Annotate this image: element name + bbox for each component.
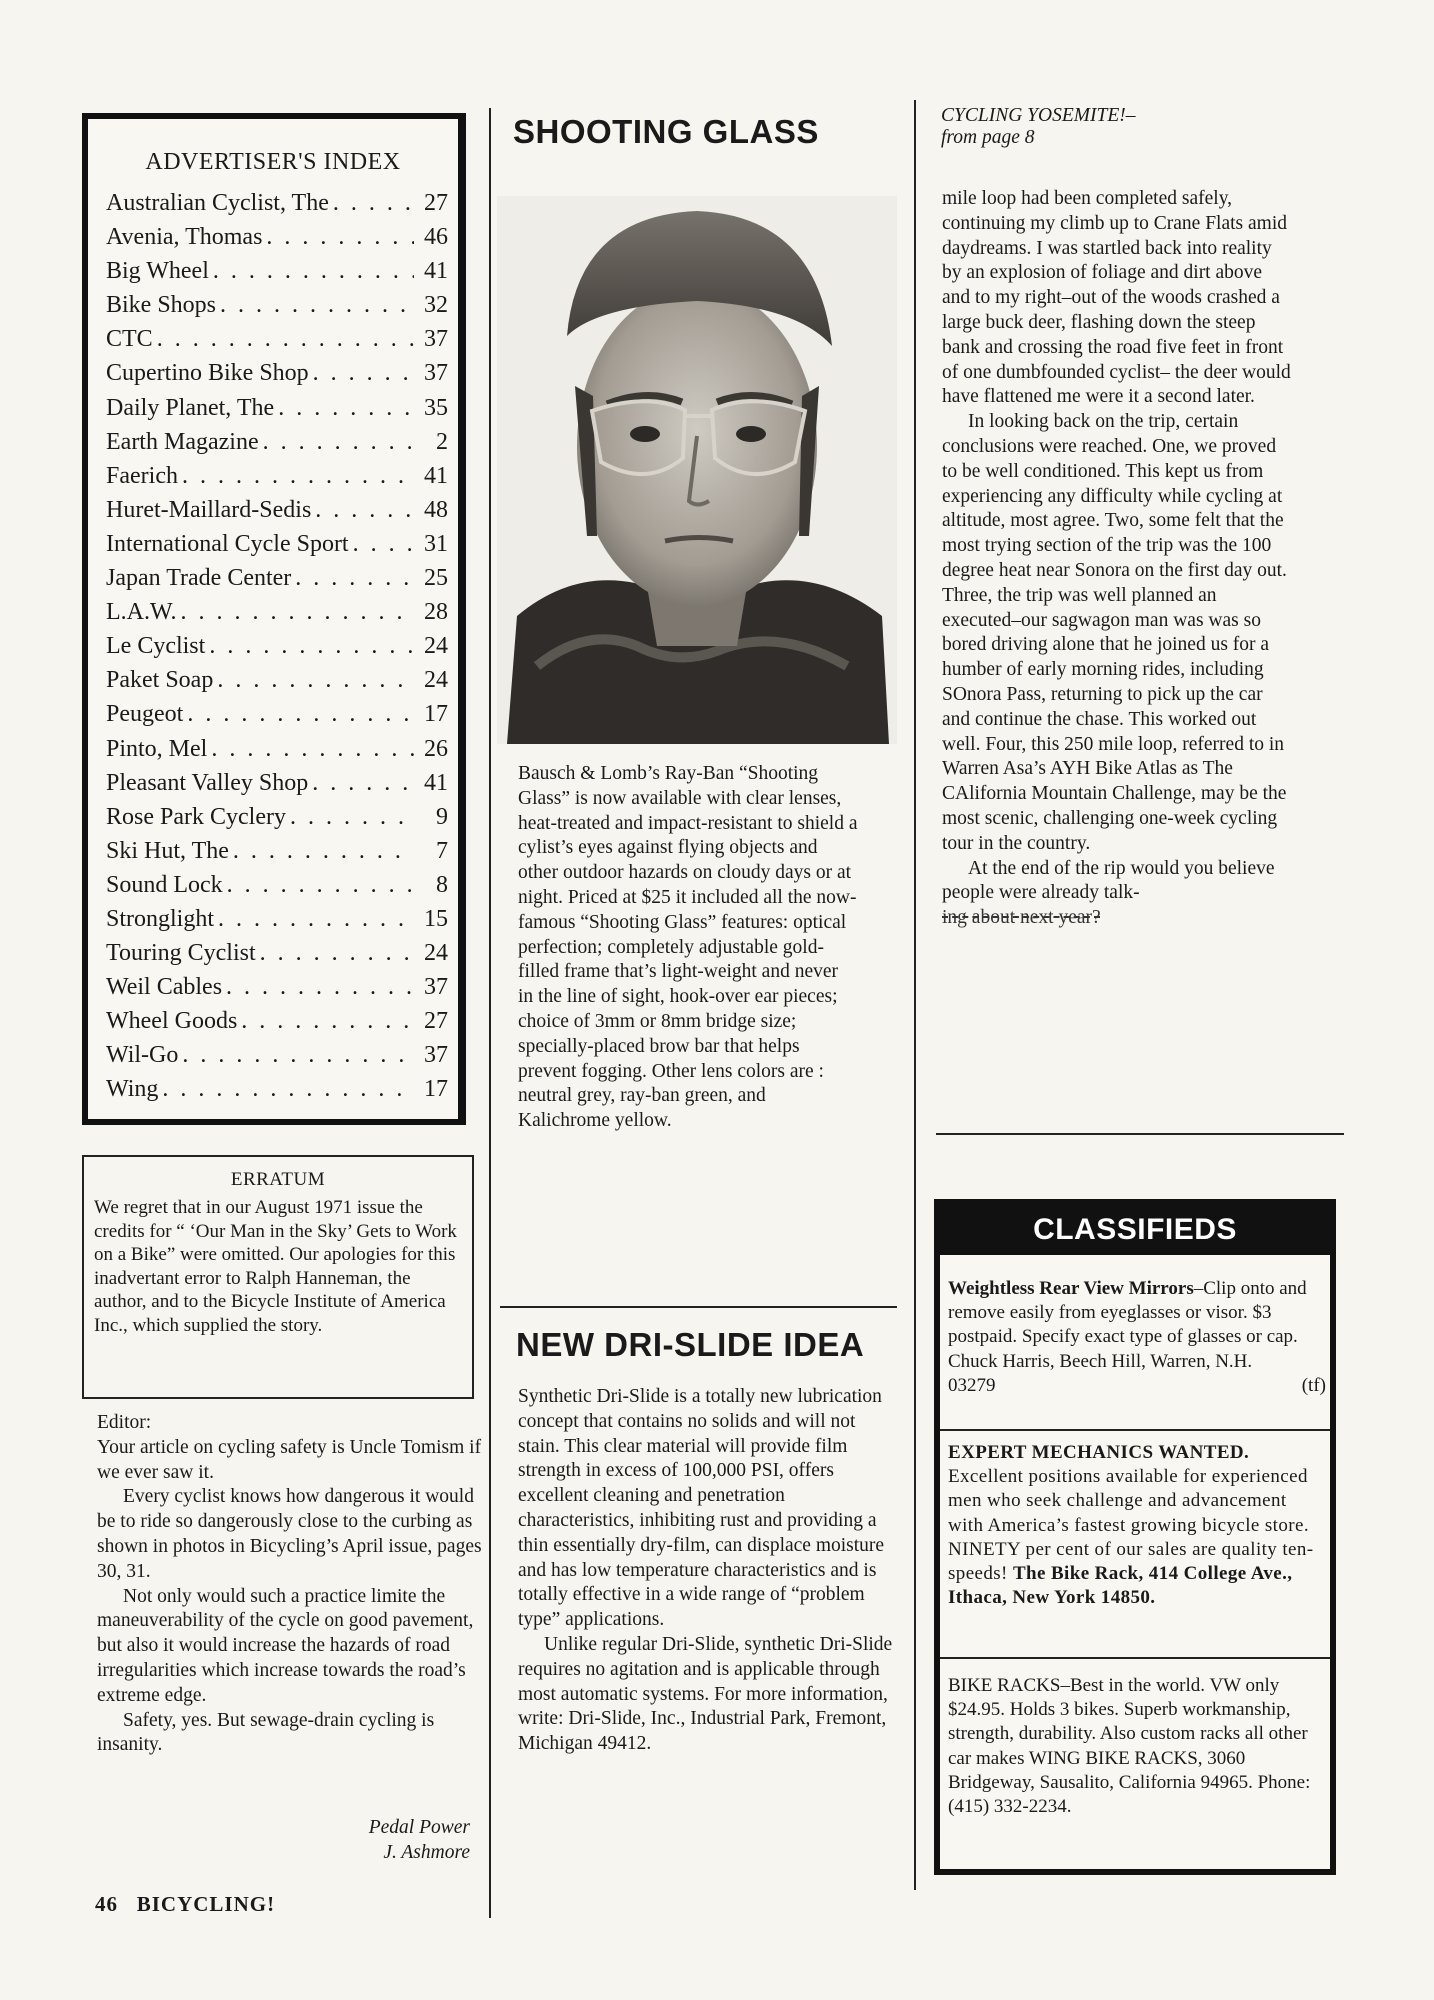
advertiser-page: 46	[424, 224, 448, 251]
leader-dots	[213, 258, 414, 285]
erratum-title: ERRATUM	[230, 1169, 326, 1190]
dri-slide-paragraph: Unlike regular Dri-Slide, synthetic Dri-Slide requires no agitation and is applicable through most automatic systems. For more information, write: Dri-Slide, Inc., Industrial Park, Fremont, Michigan 49412.	[518, 1633, 893, 1755]
advertiser-name: Paket Soap	[106, 667, 214, 694]
ad-lead: EXPERT MECHANICS WANTED.	[948, 1442, 1250, 1463]
advertiser-page: 37	[424, 360, 448, 387]
advertiser-name: Weil Cables	[106, 974, 223, 1001]
advertiser-entry	[106, 940, 448, 974]
advertiser-page: 25	[424, 565, 448, 592]
advertiser-name: Le Cyclist	[106, 633, 206, 660]
leader-dots	[313, 360, 414, 387]
advertiser-entry	[106, 838, 448, 872]
advertiser-page: 37	[424, 974, 448, 1001]
yosemite-last-line: ing about next year?	[942, 907, 1101, 929]
yosemite-paragraph: mile loop had been completed safely, continuing my climb up to Crane Flats amid daydreams. I was startled back into reality by an explosion of foliage and dirt above and to my right–out of the woods crashed a large buck deer, flashing down the steep bank and crossing the road five feet in front of one dumbfounded cyclist– the deer would have flattened me were it a second later.	[942, 188, 1291, 408]
page-folio	[95, 1892, 275, 1917]
advertiser-page: 9	[436, 803, 448, 830]
advertiser-entry	[106, 190, 448, 224]
advertiser-name: Avenia, Thomas	[106, 224, 263, 251]
continuation-header	[941, 105, 1136, 149]
advertiser-page: 32	[424, 292, 448, 319]
erratum-text: We regret that in our August 1971 issue the credits for “ ‘Our Man in the Sky’ Gets to Work on a Bike” were omitted. Our apologies for this inadvertant error to Ralph Hanneman, the author, and to the Bicycle Institute of America Inc., which supplied the story.	[94, 1197, 457, 1336]
advertiser-page: 37	[424, 326, 448, 353]
advertiser-page: 7	[436, 837, 448, 864]
advertiser-entry	[106, 395, 448, 429]
advertiser-entry	[106, 906, 448, 940]
advertiser-name: Pinto, Mel	[106, 735, 208, 762]
advertiser-entry	[106, 633, 448, 667]
classified-ad-mechanics	[948, 1441, 1326, 1610]
advertiser-entry	[106, 872, 448, 906]
advertiser-page: 41	[424, 462, 448, 489]
ad-text: –Best in the world. VW only $24.95. Holds 3 bikes. Superb workmanship, strength, durability. Also custom racks all other car makes WING BIKE RACKS, 3060 Bridgeway, Sausalito, California 94965. Phone: (415) 332-2234.	[948, 1675, 1311, 1818]
classifieds-banner: CLASSIFIEDS	[940, 1205, 1330, 1255]
advertiser-name: Rose Park Cyclery	[106, 803, 286, 830]
classified-ad-bike-racks	[948, 1674, 1326, 1819]
advertiser-page: 24	[424, 667, 448, 694]
leader-dots	[182, 463, 414, 490]
advertiser-name: Wil-Go	[106, 1042, 179, 1069]
yosemite-paragraph: In looking back on the trip, certain conclusions were reached. One, we proved to be well conditioned. This kept us from experiencing any difficulty while cycling at altitude, most agree. Two, some felt that the most trying section of the trip was the 100 degree heat near Sonora on the first day out. Three, the trip was well planned an executed–our sagwagon man was was so bored driving alone that he joined us for a humber of early morning rides, including SOnora Pass, returning to pick up the car and continue the chase. This worked out well. Four, this 250 mile loop, referred to in Warren Asa’s AYH Bike Atlas as The CAlifornia Mountain Challenge, may be the most scenic, challenging one-week cycling tour in the country.	[942, 411, 1287, 854]
man-with-glasses-photo	[497, 196, 897, 744]
advertiser-entry	[106, 360, 448, 394]
advertiser-entry	[106, 531, 448, 565]
continued-from: from page 8	[941, 127, 1035, 148]
classified-separator	[940, 1657, 1330, 1659]
advertiser-page: 48	[424, 496, 448, 523]
advertiser-name: Touring Cyclist	[106, 940, 256, 967]
advertiser-page: 8	[436, 871, 448, 898]
advertiser-name: Sound Lock	[106, 871, 223, 898]
leader-dots	[162, 1076, 414, 1103]
column-rule-left	[489, 108, 491, 1918]
rule-above-dri-slide	[500, 1306, 897, 1308]
classified-separator	[940, 1429, 1330, 1431]
leader-dots	[187, 701, 414, 728]
advertiser-entry	[106, 258, 448, 292]
letter-paragraph: Safety, yes. But sewage-drain cycling is insanity.	[97, 1709, 435, 1756]
advertiser-entry	[106, 701, 448, 735]
advertiser-entry	[106, 1042, 448, 1076]
leader-dots	[295, 565, 414, 592]
advertiser-page: 41	[424, 769, 448, 796]
rule-end-yosemite	[936, 1133, 1344, 1135]
dri-slide-paragraph: Synthetic Dri-Slide is a totally new lubrication concept that contains no solids and will not stain. This clear material will provide film strength in excess of 100,000 PSI, offers excellent cleaning and penetration characteristics, inhibiting rust and providing a thin essentially dry-film, can displace moisture and has low temperature characteristics and is totally effective in a wide range of “problem type” applications.	[518, 1386, 885, 1631]
yosemite-paragraph: At the end of the rip would you believe people were already talk-	[942, 857, 1275, 904]
letter-paragraph: Your article on cycling safety is Uncle Tomism if we ever saw it.	[97, 1436, 482, 1483]
advertiser-page: 26	[424, 735, 448, 762]
advertiser-name: Wheel Goods	[106, 1008, 238, 1035]
leader-dots	[226, 974, 414, 1001]
shooting-glass-headline: SHOOTING GLASS	[513, 113, 819, 150]
advertiser-entry	[106, 565, 448, 599]
ad-footer-line	[948, 1374, 1326, 1398]
advertiser-entry	[106, 429, 448, 463]
column-rule-right	[914, 100, 916, 1890]
leader-dots	[290, 804, 414, 831]
leader-dots	[260, 940, 414, 967]
advertiser-page: 17	[424, 1076, 448, 1103]
leader-dots	[227, 872, 414, 899]
advertisers-index-list	[106, 190, 448, 1111]
classified-ad-mirrors	[948, 1277, 1326, 1398]
advertiser-entry	[106, 463, 448, 497]
shooting-glass-text: Bausch & Lomb’s Ray-Ban “Shooting Glass” is now available with clear lenses, heat-treated and impact-resistant to shield a cylist’s eyes against flying objects and other outdoor hazards on cloudy days or at night. Priced at $25 it included all the now-famous “Shooting Glass” features: optical perfection; completely adjustable gold-filled frame that’s light-weight and never in the line of sight, hook-over ear pieces; choice of 3mm or 8mm bridge size; specially-placed brow bar that helps prevent fogging. Other lens colors are : neutral grey, ray-ban green, and Kalichrome yellow.	[518, 763, 858, 1132]
advertiser-entry	[106, 224, 448, 258]
ad-lead: BIKE RACKS	[948, 1675, 1061, 1696]
leader-dots	[312, 770, 414, 797]
advertiser-entry	[106, 326, 448, 360]
advertiser-name: Australian Cyclist, The	[106, 190, 329, 216]
letter-to-editor	[97, 1411, 482, 1758]
erratum-box	[82, 1155, 474, 1399]
advertiser-name: Peugeot	[106, 701, 184, 728]
classifieds-box	[934, 1199, 1336, 1875]
advertiser-page: 27	[424, 190, 448, 216]
advertisers-index-box	[82, 113, 466, 1125]
leader-dots	[180, 599, 414, 626]
advertiser-name: Stronglight	[106, 905, 215, 932]
advertiser-name: International Cycle Sport	[106, 530, 349, 557]
advertiser-entry	[106, 1008, 448, 1042]
letter-paragraph: Every cyclist knows how dangerous it would be to ride so dangerously close to the curbing as shown in photos in Bicycling’s April issue, pages 30, 31.	[97, 1486, 482, 1582]
advertiser-page: 24	[424, 633, 448, 660]
leader-dots	[241, 1008, 414, 1035]
leader-dots	[233, 838, 414, 865]
leader-dots	[315, 497, 414, 524]
leader-dots	[209, 633, 414, 660]
letter-signature-pseudonym: Pedal Power	[368, 1817, 470, 1838]
portrait-photo	[497, 196, 897, 744]
advertiser-entry	[106, 804, 448, 838]
leader-dots	[218, 906, 414, 933]
leader-dots	[220, 292, 414, 319]
dri-slide-headline: NEW DRI-SLIDE IDEA	[516, 1326, 865, 1363]
magazine-name: BICYCLING!	[136, 1892, 276, 1916]
advertiser-page: 27	[424, 1008, 448, 1035]
letter-signature-author: J. Ashmore	[383, 1842, 470, 1863]
ad-zip: 03279	[948, 1374, 996, 1396]
letter-paragraph: Not only would such a practice limite the maneuverability of the cycle on good pavement, but also it would increase the hazards of road irregularities which increase towards the road’s extreme edge.	[97, 1585, 474, 1706]
advertiser-entry	[106, 770, 448, 804]
advertiser-page: 35	[424, 394, 448, 421]
advertiser-page: 37	[424, 1042, 448, 1069]
advertiser-entry	[106, 497, 448, 531]
advertiser-page: 2	[436, 428, 448, 455]
advertiser-name: Faerich	[106, 462, 178, 489]
advertiser-entry	[106, 292, 448, 326]
ad-code: (tf)	[1301, 1374, 1326, 1396]
advertiser-name: Earth Magazine	[106, 428, 259, 455]
leader-dots	[263, 429, 414, 456]
advertiser-entry	[106, 667, 448, 701]
ad-contact: The Bike Rack, 414 College Ave., Ithaca, New York 14850.	[948, 1563, 1293, 1609]
advertiser-page: 24	[424, 940, 448, 967]
advertiser-name: Wing	[106, 1076, 159, 1103]
leader-dots	[266, 224, 414, 251]
advertiser-name: Japan Trade Center	[106, 565, 292, 592]
advertiser-entry	[106, 736, 448, 770]
ad-lead: Weightless Rear View Mirrors	[948, 1278, 1194, 1299]
advertiser-name: L.A.W.	[106, 599, 177, 626]
advertiser-name: CTC	[106, 326, 153, 353]
yosemite-article-text	[942, 187, 1294, 931]
leader-dots	[333, 190, 414, 217]
advertiser-page: 28	[424, 599, 448, 626]
ad-text: Excellent positions available for experienced men who seek challenge and advancement with America’s fastest growing bicycle store. NINETY per cent of our sales are quality ten-speeds!	[948, 1466, 1314, 1585]
advertisers-index-title: ADVERTISER'S INDEX	[145, 149, 401, 175]
advertiser-name: Big Wheel	[106, 258, 209, 285]
leader-dots	[157, 326, 414, 353]
advertiser-name: Bike Shops	[106, 292, 217, 319]
leader-dots	[353, 531, 414, 558]
advertiser-name: Huret-Maillard-Sedis	[106, 496, 312, 523]
leader-dots	[278, 395, 414, 422]
dri-slide-text	[518, 1385, 894, 1757]
advertiser-entry	[106, 599, 448, 633]
advertiser-page: 41	[424, 258, 448, 285]
advertiser-entry	[106, 974, 448, 1008]
advertiser-entry	[106, 1076, 448, 1110]
advertiser-name: Cupertino Bike Shop	[106, 360, 309, 387]
leader-dots	[211, 736, 414, 763]
advertiser-page: 31	[424, 530, 448, 557]
letter-salutation: Editor:	[97, 1412, 152, 1433]
advertiser-page: 15	[424, 905, 448, 932]
advertiser-name: Ski Hut, The	[106, 837, 229, 864]
continued-title: CYCLING YOSEMITE!–	[941, 105, 1136, 126]
advertiser-name: Daily Planet, The	[106, 394, 275, 421]
advertiser-page: 17	[424, 701, 448, 728]
leader-dots	[182, 1042, 414, 1069]
advertiser-name: Pleasant Valley Shop	[106, 769, 309, 796]
ad-text: –Clip onto and remove easily from eyeglasses or visor. $3 postpaid. Specify exact type of glasses or cap. Chuck Harris, Beech Hill, Warren, N.H.	[948, 1278, 1307, 1372]
leader-dots	[217, 667, 414, 694]
page-number: 46	[95, 1892, 118, 1916]
